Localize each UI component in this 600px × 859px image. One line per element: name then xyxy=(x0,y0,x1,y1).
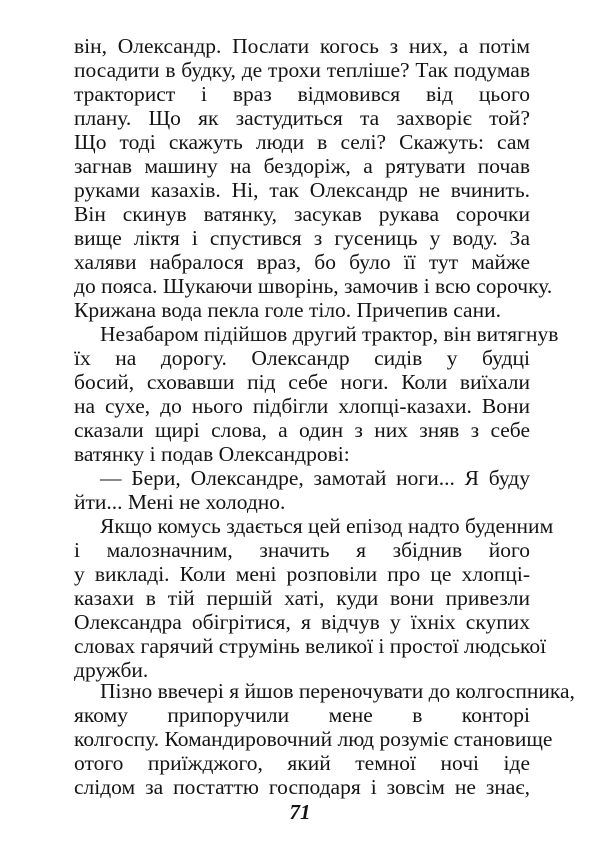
text-line: словах гарячий струмінь великої і простої людської xyxy=(74,634,547,658)
text-line: сказали щирі слова, а один з них зняв з себе xyxy=(74,418,530,442)
text-line: — Бери, Олександре, замотай ноги... Я буду xyxy=(100,466,530,490)
text-line: Крижана вода пекла голе тіло. Причепив сани. xyxy=(74,298,501,322)
text-line: ватянку і подав Олександрові: xyxy=(74,442,350,466)
text-line: Якщо комусь здається цей епізод надто буденним xyxy=(100,514,554,538)
text-line: Він скинув ватянку, засукав рукава сорочки xyxy=(74,202,530,226)
text-line: дружби. xyxy=(74,658,149,682)
text-line: у викладі. Коли мені розповіли про це хлопці- xyxy=(74,562,530,586)
text-line: загнав машину на бездоріж, а рятувати почав xyxy=(74,154,530,178)
text-line: вище ліктя і спустився з гусениць у воду. За xyxy=(74,226,530,250)
text-line: їх на дорогу. Олександр сидів у будці xyxy=(74,346,530,370)
text-line: якому припоручили мене в конторі xyxy=(74,703,530,727)
text-block-new-section xyxy=(74,679,575,799)
text-line: Що тоді скажуть люди в селі? Скажуть: сам xyxy=(74,130,530,154)
text-block-main xyxy=(74,34,559,682)
text-line: йти... Мені не холодно. xyxy=(74,490,286,514)
text-line: і малозначним, значить я збіднив його xyxy=(74,538,530,562)
text-line: посадити в будку, де трохи тепліше? Так подумав xyxy=(74,58,530,82)
text-line: Пізно ввечері я йшов переночувати до колгоспника, xyxy=(100,679,575,703)
text-line: Незабаром підійшов другий трактор, він витягнув xyxy=(100,322,559,346)
text-line: до пояса. Шукаючи шворінь, замочив і всю сорочку. xyxy=(74,274,553,298)
page-number: 71 xyxy=(289,800,311,824)
text-line: тракторист і враз відмовився від цього xyxy=(74,82,530,106)
text-line: руками казахів. Ні, так Олександр не вчинить. xyxy=(74,178,530,202)
text-line: слідом за постаттю господаря і зовсім не знає, xyxy=(74,775,530,799)
text-line: босий, сховавши під себе ноги. Коли виїхали xyxy=(74,370,530,394)
text-line: казахи в тій першій хаті, куди вони привезли xyxy=(74,586,530,610)
text-line: Олександра обігрітися, я відчув у їхніх скупих xyxy=(74,610,530,634)
text-line: отого приїжджого, який темної ночі іде xyxy=(74,751,530,775)
text-line: на сухе, до нього підбігли хлопці-казахи. Вони xyxy=(74,394,530,418)
text-line: плану. Що як застудиться та захворіє той? xyxy=(74,106,530,130)
text-line: халяви набралося враз, бо було її тут майже xyxy=(74,250,530,274)
text-line: він, Олександр. Послати когось з них, а потім xyxy=(74,34,530,58)
text-line: колгоспу. Командировочний люд розуміє становище xyxy=(74,727,553,751)
